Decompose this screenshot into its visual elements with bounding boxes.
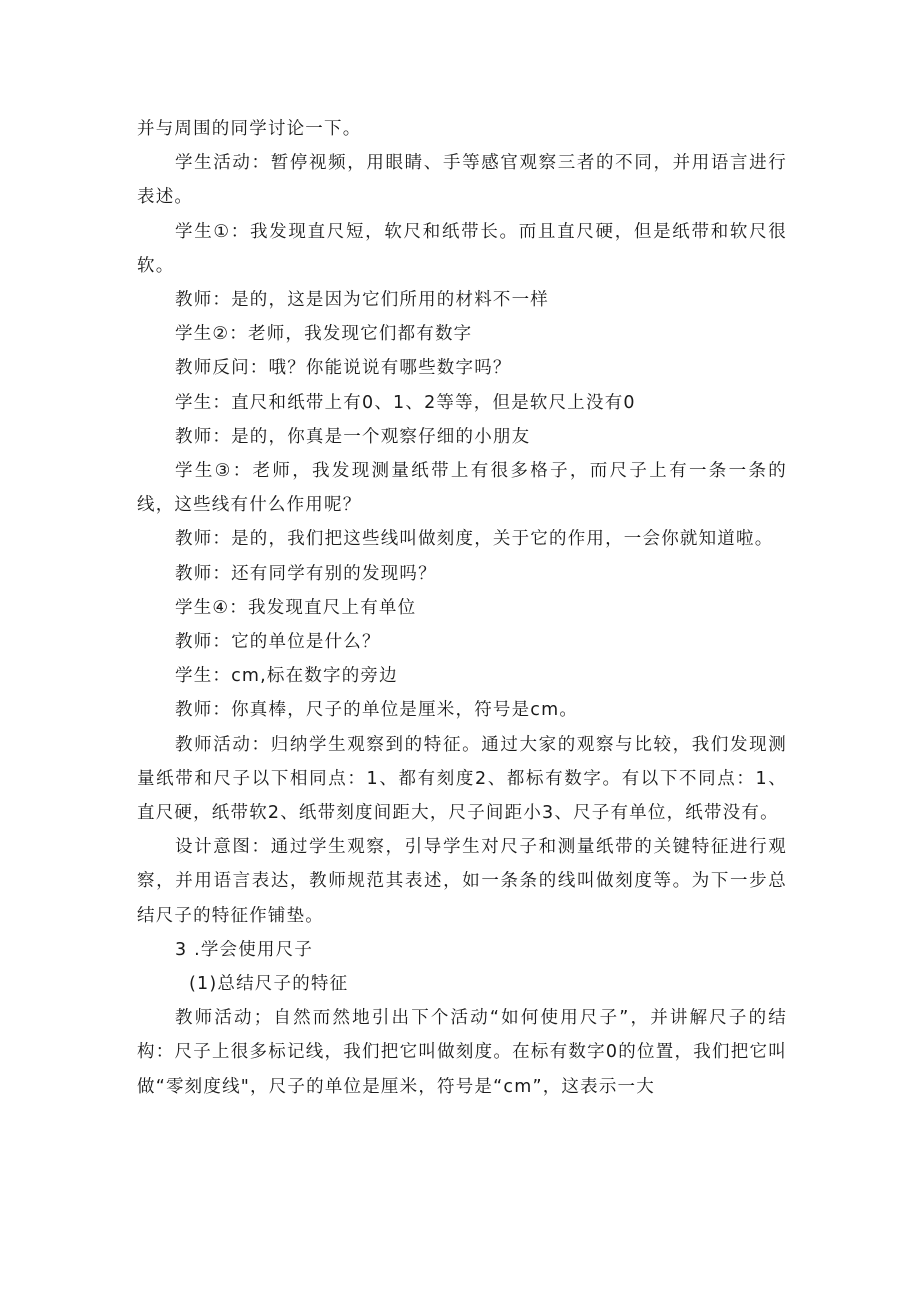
paragraph-10: 教师：是的，我们把这些线叫做刻度，关于它的作用，一会你就知道啦。	[175, 529, 774, 550]
paragraph-5: 学生②：老师，我发现它们都有数字	[175, 324, 473, 345]
paragraph-4: 教师：是的，这是因为它们所用的材料不一样	[175, 290, 549, 311]
paragraph-15: 教师：你真棒，尺子的单位是厘米，符号是cm。	[175, 700, 579, 721]
paragraph-2: 学生活动：暂停视频，用眼睛、手等感官观察三者的不同，并用语言进行表述。	[137, 153, 787, 208]
paragraph-11: 教师：还有同学有别的发现吗？	[175, 563, 437, 584]
paragraph-12: 学生④：我发现直尺上有单位	[175, 597, 417, 618]
paragraph-20: 教师活动；自然而然地引出下个活动“如何使用尺子”，并讲解尺子的结构：尺子上很多标记线，我们把它叫做刻度。在标有数字0的位置，我们把它叫做“零刻度线"，尺子的单位是厘米，符号是“cm”，这表示一大	[137, 1008, 787, 1097]
paragraph-3: 学生①：我发现直尺短，软尺和纸带长。而且直尺硬，但是纸带和软尺很软。	[137, 221, 787, 276]
paragraph-7: 学生：直尺和纸带上有0、1、2等等，但是软尺上没有0	[175, 392, 636, 413]
paragraph-13: 教师：它的单位是什么？	[175, 632, 381, 653]
subsection-heading: (1)总结尺子的特征	[189, 974, 349, 995]
paragraph-9: 学生③：老师，我发现测量纸带上有很多格子，而尺子上有一条一条的线，这些线有什么作用呢？	[137, 461, 787, 516]
paragraph-1: 并与周围的同学讨论一下。	[137, 119, 362, 139]
paragraph-17: 设计意图：通过学生观察，引导学生对尺子和测量纸带的关键特征进行观察，并用语言表达，教师规范其表述，如一条条的线叫做刻度等。为下一步总结尺子的特征作铺垫。	[137, 837, 787, 926]
paragraph-14: 学生：cm,标在数字的旁边	[175, 666, 398, 687]
paragraph-6: 教师反问：哦？你能说说有哪些数字吗？	[175, 358, 512, 379]
paragraph-8: 教师：是的，你真是一个观察仔细的小朋友	[175, 426, 531, 447]
paragraph-16: 教师活动：归纳学生观察到的特征。通过大家的观察与比较，我们发现测量纸带和尺子以下相同点：1、都有刻度2、都标有数字。有以下不同点：1、直尺硬，纸带软2、纸带刻度间距大，尺子间距小3、尺子有单位，纸带没有。	[137, 734, 787, 824]
section-heading: 3 .学会使用尺子	[175, 939, 314, 960]
document-page	[137, 112, 787, 1104]
